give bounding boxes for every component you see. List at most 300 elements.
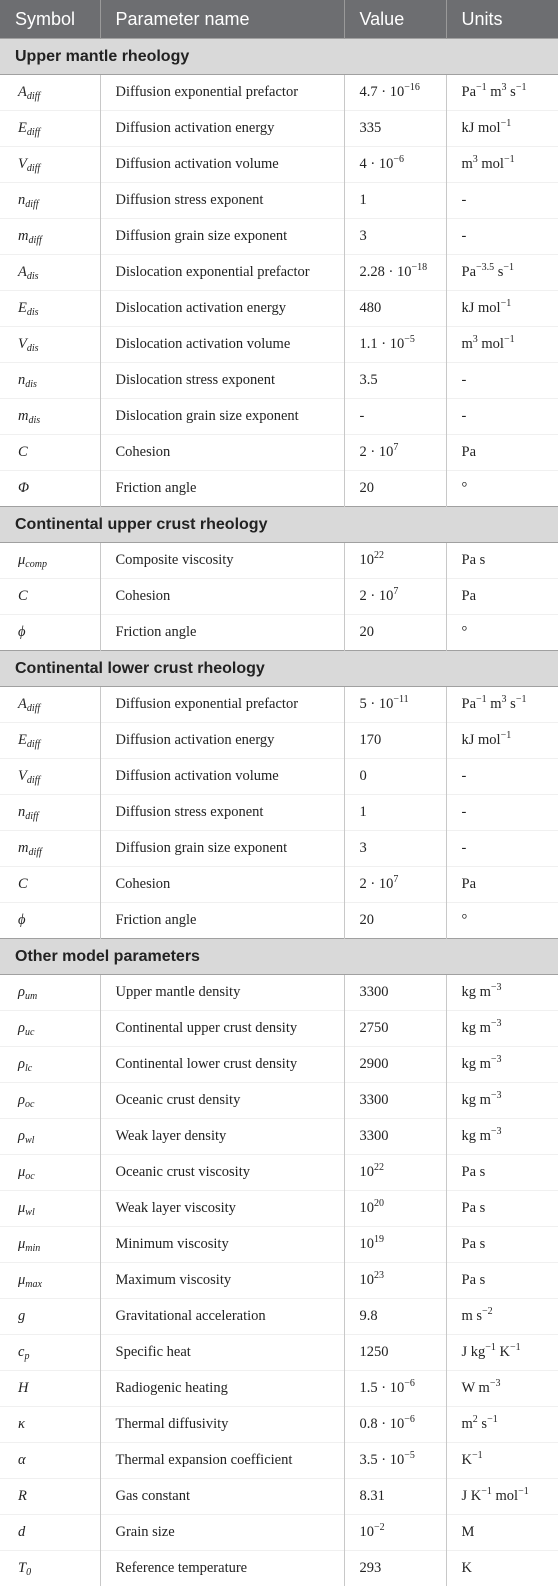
text-part: κ — [18, 1416, 25, 1432]
text-part: ° — [462, 480, 468, 496]
subscript: lc — [25, 1063, 32, 1074]
text-part: ϕ — [18, 912, 26, 928]
table-row — [0, 1011, 558, 1047]
text-part: s — [494, 264, 503, 280]
parameter-name-cell: Dislocation activation volume — [100, 327, 344, 363]
text-part: J kg — [462, 1344, 486, 1360]
value-cell — [344, 1011, 446, 1047]
subscript: min — [25, 1243, 40, 1254]
value-cell — [344, 867, 446, 903]
units-cell — [446, 435, 558, 471]
text-part: 1.1 · 10 — [360, 336, 405, 352]
text-part: 10 — [360, 1272, 375, 1288]
subscript: diff — [27, 739, 40, 750]
superscript: −1 — [501, 298, 512, 309]
section-title: Continental lower crust rheology — [0, 651, 558, 687]
table-row — [0, 615, 558, 651]
value-cell — [344, 255, 446, 291]
value-cell — [344, 327, 446, 363]
text-part: m s — [462, 1308, 483, 1324]
subscript: diff — [25, 811, 38, 822]
symbol-cell — [0, 1155, 100, 1191]
units-cell — [446, 1479, 558, 1515]
text-part: kJ mol — [462, 300, 501, 316]
superscript: −3 — [490, 1378, 501, 1389]
value-cell — [344, 543, 446, 579]
text-part: 4.7 · 10 — [360, 84, 405, 100]
superscript: −1 — [504, 154, 515, 165]
text-part: 2900 — [360, 1056, 389, 1072]
subscript: dis — [28, 415, 40, 426]
text-part: ° — [462, 912, 468, 928]
text-part: - — [462, 192, 467, 208]
text-part: 20 — [360, 480, 375, 496]
superscript: 22 — [374, 550, 384, 561]
text-part: 9.8 — [360, 1308, 378, 1324]
value-cell — [344, 1515, 446, 1551]
superscript: −1 — [503, 262, 514, 273]
table-row — [0, 543, 558, 579]
subscript: oc — [25, 1099, 34, 1110]
superscript: −1 — [472, 1450, 483, 1461]
units-cell — [446, 1407, 558, 1443]
subscript: 0 — [26, 1567, 31, 1578]
units-cell — [446, 1335, 558, 1371]
superscript: −18 — [411, 262, 427, 273]
table-row — [0, 1083, 558, 1119]
units-cell — [446, 399, 558, 435]
text-part: ρ — [18, 1092, 25, 1108]
parameter-name-cell: Weak layer viscosity — [100, 1191, 344, 1227]
value-cell — [344, 111, 446, 147]
section-header-row — [0, 939, 558, 975]
text-part: C — [18, 588, 28, 604]
text-part: V — [18, 336, 27, 352]
units-cell — [446, 903, 558, 939]
units-cell — [446, 183, 558, 219]
symbol-cell — [0, 1515, 100, 1551]
value-cell — [344, 1335, 446, 1371]
text-part: kJ mol — [462, 732, 501, 748]
symbol-cell — [0, 399, 100, 435]
text-part: 1.5 · 10 — [360, 1380, 405, 1396]
text-part: - — [462, 408, 467, 424]
text-part: 0.8 · 10 — [360, 1416, 405, 1432]
text-part: α — [18, 1452, 26, 1468]
text-part: mol — [478, 156, 504, 172]
text-part: R — [18, 1488, 27, 1504]
superscript: 2 — [473, 1414, 478, 1425]
parameter-name-cell: Maximum viscosity — [100, 1263, 344, 1299]
value-cell — [344, 399, 446, 435]
text-part: μ — [18, 1272, 25, 1288]
text-part: K — [496, 1344, 510, 1360]
text-part: A — [18, 264, 27, 280]
text-part: Pa — [462, 696, 477, 712]
text-part: Pa s — [462, 1164, 486, 1180]
table-row — [0, 795, 558, 831]
header-value: Value — [344, 0, 446, 39]
table-body — [0, 39, 558, 1586]
text-part: kJ mol — [462, 120, 501, 136]
symbol-cell — [0, 723, 100, 759]
superscript: −3 — [491, 982, 502, 993]
symbol-cell — [0, 111, 100, 147]
superscript: 3 — [502, 82, 507, 93]
parameter-name-cell: Diffusion grain size exponent — [100, 831, 344, 867]
text-part: 3300 — [360, 1092, 389, 1108]
text-part: ρ — [18, 984, 25, 1000]
units-cell — [446, 1191, 558, 1227]
text-part: - — [462, 372, 467, 388]
symbol-cell — [0, 219, 100, 255]
superscript: −2 — [374, 1522, 385, 1533]
units-cell — [446, 759, 558, 795]
symbol-cell — [0, 255, 100, 291]
text-part: μ — [18, 1200, 25, 1216]
text-part: 3.5 — [360, 372, 378, 388]
text-part: 10 — [360, 1524, 375, 1540]
text-part: m — [462, 1416, 473, 1432]
units-cell — [446, 147, 558, 183]
superscript: −1 — [516, 82, 527, 93]
header-symbol: Symbol — [0, 0, 100, 39]
parameter-name-cell: Friction angle — [100, 471, 344, 507]
parameter-name-cell: Reference temperature — [100, 1551, 344, 1586]
units-cell — [446, 363, 558, 399]
value-cell — [344, 183, 446, 219]
parameter-name-cell: Diffusion activation energy — [100, 723, 344, 759]
superscript: −2 — [482, 1306, 493, 1317]
text-part: ° — [462, 624, 468, 640]
parameter-name-cell: Diffusion grain size exponent — [100, 219, 344, 255]
section-title: Upper mantle rheology — [0, 39, 558, 75]
section-header-row — [0, 507, 558, 543]
text-part: - — [462, 804, 467, 820]
parameter-name-cell: Dislocation activation energy — [100, 291, 344, 327]
value-cell — [344, 759, 446, 795]
subscript: diff — [28, 847, 41, 858]
units-cell — [446, 975, 558, 1011]
table-row — [0, 1191, 558, 1227]
text-part: Pa s — [462, 1200, 486, 1216]
superscript: −1 — [516, 694, 527, 705]
symbol-cell — [0, 831, 100, 867]
superscript: −3.5 — [476, 262, 494, 273]
text-part: 293 — [360, 1560, 382, 1576]
units-cell — [446, 291, 558, 327]
value-cell — [344, 1119, 446, 1155]
parameter-name-cell: Grain size — [100, 1515, 344, 1551]
units-cell — [446, 1551, 558, 1586]
text-part: 1 — [360, 804, 367, 820]
value-cell — [344, 1371, 446, 1407]
text-part: n — [18, 804, 25, 820]
text-part: C — [18, 876, 28, 892]
superscript: −1 — [476, 694, 487, 705]
value-cell — [344, 903, 446, 939]
text-part: 0 — [360, 768, 367, 784]
text-part: V — [18, 156, 27, 172]
text-part: T — [18, 1560, 26, 1576]
superscript: −1 — [504, 334, 515, 345]
table-row — [0, 1299, 558, 1335]
text-part: m — [462, 336, 473, 352]
symbol-cell — [0, 1371, 100, 1407]
table-row — [0, 1479, 558, 1515]
table-row — [0, 435, 558, 471]
header-units: Units — [446, 0, 558, 39]
parameter-name-cell: Continental upper crust density — [100, 1011, 344, 1047]
superscript: 22 — [374, 1162, 384, 1173]
units-cell — [446, 867, 558, 903]
subscript: dis — [27, 271, 39, 282]
table-row — [0, 399, 558, 435]
subscript: diff — [27, 127, 40, 138]
symbol-cell — [0, 795, 100, 831]
text-part: 2 · 10 — [360, 876, 394, 892]
superscript: −3 — [491, 1054, 502, 1065]
table-row — [0, 147, 558, 183]
value-cell — [344, 1407, 446, 1443]
symbol-cell — [0, 1551, 100, 1586]
subscript: wl — [25, 1207, 34, 1218]
parameter-name-cell: Specific heat — [100, 1335, 344, 1371]
text-part: A — [18, 696, 27, 712]
parameter-name-cell: Thermal expansion coefficient — [100, 1443, 344, 1479]
units-cell — [446, 687, 558, 723]
text-part: 5 · 10 — [360, 696, 394, 712]
text-part: 2 · 10 — [360, 444, 394, 460]
symbol-cell — [0, 471, 100, 507]
units-cell — [446, 75, 558, 111]
value-cell — [344, 1443, 446, 1479]
parameter-name-cell: Dislocation exponential prefactor — [100, 255, 344, 291]
symbol-cell — [0, 1407, 100, 1443]
text-part: J K — [462, 1488, 482, 1504]
parameter-name-cell: Weak layer density — [100, 1119, 344, 1155]
text-part: 1250 — [360, 1344, 389, 1360]
parameter-name-cell: Radiogenic heating — [100, 1371, 344, 1407]
units-cell — [446, 1083, 558, 1119]
parameter-name-cell: Oceanic crust density — [100, 1083, 344, 1119]
subscript: diff — [27, 775, 40, 786]
text-part: kg m — [462, 1092, 491, 1108]
table-row — [0, 687, 558, 723]
superscript: −3 — [491, 1018, 502, 1029]
text-part: ρ — [18, 1128, 25, 1144]
symbol-cell — [0, 327, 100, 363]
text-part: Φ — [18, 480, 29, 496]
text-part: n — [18, 192, 25, 208]
symbol-cell — [0, 687, 100, 723]
superscript: −6 — [404, 1378, 415, 1389]
superscript: −1 — [481, 1486, 492, 1497]
header-row — [0, 0, 558, 39]
units-cell — [446, 1155, 558, 1191]
units-cell — [446, 1371, 558, 1407]
units-cell — [446, 255, 558, 291]
value-cell — [344, 579, 446, 615]
symbol-cell — [0, 183, 100, 219]
superscript: −1 — [487, 1414, 498, 1425]
parameter-name-cell: Diffusion stress exponent — [100, 183, 344, 219]
superscript: −11 — [393, 694, 408, 705]
symbol-cell — [0, 1011, 100, 1047]
superscript: −3 — [491, 1126, 502, 1137]
text-part: m — [18, 408, 28, 424]
text-part: 3.5 · 10 — [360, 1452, 405, 1468]
text-part: C — [18, 444, 28, 460]
symbol-cell — [0, 291, 100, 327]
table-row — [0, 723, 558, 759]
text-part: 10 — [360, 1200, 375, 1216]
symbol-cell — [0, 147, 100, 183]
text-part: g — [18, 1308, 25, 1324]
units-cell — [446, 1263, 558, 1299]
table-header — [0, 0, 558, 39]
units-cell — [446, 831, 558, 867]
subscript: diff — [25, 199, 38, 210]
text-part: 3300 — [360, 1128, 389, 1144]
table-row — [0, 831, 558, 867]
text-part: m — [487, 696, 502, 712]
text-part: 10 — [360, 1236, 375, 1252]
superscript: 7 — [393, 586, 398, 597]
parameter-name-cell: Continental lower crust density — [100, 1047, 344, 1083]
table-row — [0, 867, 558, 903]
symbol-cell — [0, 903, 100, 939]
value-cell — [344, 75, 446, 111]
units-cell — [446, 1299, 558, 1335]
units-cell — [446, 543, 558, 579]
text-part: 10 — [360, 1164, 375, 1180]
units-cell — [446, 1047, 558, 1083]
symbol-cell — [0, 1227, 100, 1263]
text-part: 20 — [360, 624, 375, 640]
symbol-cell — [0, 1335, 100, 1371]
table-row — [0, 1443, 558, 1479]
table-row — [0, 1047, 558, 1083]
table-row — [0, 1119, 558, 1155]
text-part: W m — [462, 1380, 490, 1396]
superscript: −5 — [404, 334, 415, 345]
text-part: 3 — [360, 228, 367, 244]
text-part: V — [18, 768, 27, 784]
parameter-name-cell: Gas constant — [100, 1479, 344, 1515]
units-cell — [446, 723, 558, 759]
symbol-cell — [0, 1299, 100, 1335]
units-cell — [446, 1227, 558, 1263]
symbol-cell — [0, 363, 100, 399]
subscript: p — [24, 1351, 29, 1362]
value-cell — [344, 1191, 446, 1227]
parameter-name-cell: Diffusion exponential prefactor — [100, 687, 344, 723]
subscript: wl — [25, 1135, 34, 1146]
text-part: kg m — [462, 1128, 491, 1144]
units-cell — [446, 1515, 558, 1551]
superscript: 3 — [502, 694, 507, 705]
text-part: 1 — [360, 192, 367, 208]
parameter-name-cell: Friction angle — [100, 903, 344, 939]
superscript: −6 — [393, 154, 404, 165]
section-header-row — [0, 651, 558, 687]
text-part: M — [462, 1524, 475, 1540]
text-part: Pa — [462, 876, 477, 892]
text-part: μ — [18, 552, 25, 568]
superscript: −1 — [510, 1342, 521, 1353]
parameter-name-cell: Dislocation grain size exponent — [100, 399, 344, 435]
text-part: Pa — [462, 588, 477, 604]
value-cell — [344, 795, 446, 831]
superscript: −6 — [404, 1414, 415, 1425]
value-cell — [344, 975, 446, 1011]
text-part: ϕ — [18, 624, 26, 640]
superscript: −1 — [501, 730, 512, 741]
table-row — [0, 183, 558, 219]
text-part: 480 — [360, 300, 382, 316]
table-row — [0, 327, 558, 363]
symbol-cell — [0, 579, 100, 615]
text-part: kg m — [462, 984, 491, 1000]
text-part: m — [462, 156, 473, 172]
parameter-name-cell: Dislocation stress exponent — [100, 363, 344, 399]
subscript: max — [25, 1279, 42, 1290]
symbol-cell — [0, 1119, 100, 1155]
symbol-cell — [0, 759, 100, 795]
value-cell — [344, 831, 446, 867]
symbol-cell — [0, 1263, 100, 1299]
superscript: 23 — [374, 1270, 384, 1281]
superscript: −16 — [404, 82, 420, 93]
text-part: Pa — [462, 444, 477, 460]
text-part: Pa s — [462, 1272, 486, 1288]
symbol-cell — [0, 1443, 100, 1479]
text-part: 3 — [360, 840, 367, 856]
units-cell — [446, 219, 558, 255]
text-part: - — [462, 228, 467, 244]
symbol-cell — [0, 1047, 100, 1083]
text-part: 10 — [360, 552, 375, 568]
text-part: s — [478, 1416, 487, 1432]
text-part: m — [18, 228, 28, 244]
value-cell — [344, 1227, 446, 1263]
symbol-cell — [0, 615, 100, 651]
units-cell — [446, 471, 558, 507]
text-part: kg m — [462, 1020, 491, 1036]
parameter-name-cell: Composite viscosity — [100, 543, 344, 579]
table-row — [0, 1155, 558, 1191]
symbol-cell — [0, 975, 100, 1011]
text-part: - — [462, 768, 467, 784]
parameter-name-cell: Cohesion — [100, 435, 344, 471]
table-row — [0, 1407, 558, 1443]
parameter-name-cell: Diffusion stress exponent — [100, 795, 344, 831]
subscript: um — [25, 991, 37, 1002]
text-part: 4 · 10 — [360, 156, 394, 172]
superscript: −3 — [491, 1090, 502, 1101]
text-part: mol — [492, 1488, 518, 1504]
value-cell — [344, 1299, 446, 1335]
symbol-cell — [0, 1479, 100, 1515]
table-row — [0, 219, 558, 255]
text-part: E — [18, 732, 27, 748]
subscript: diff — [28, 235, 41, 246]
text-part: c — [18, 1344, 24, 1360]
text-part: 20 — [360, 912, 375, 928]
subscript: diff — [27, 91, 40, 102]
section-title: Continental upper crust rheology — [0, 507, 558, 543]
